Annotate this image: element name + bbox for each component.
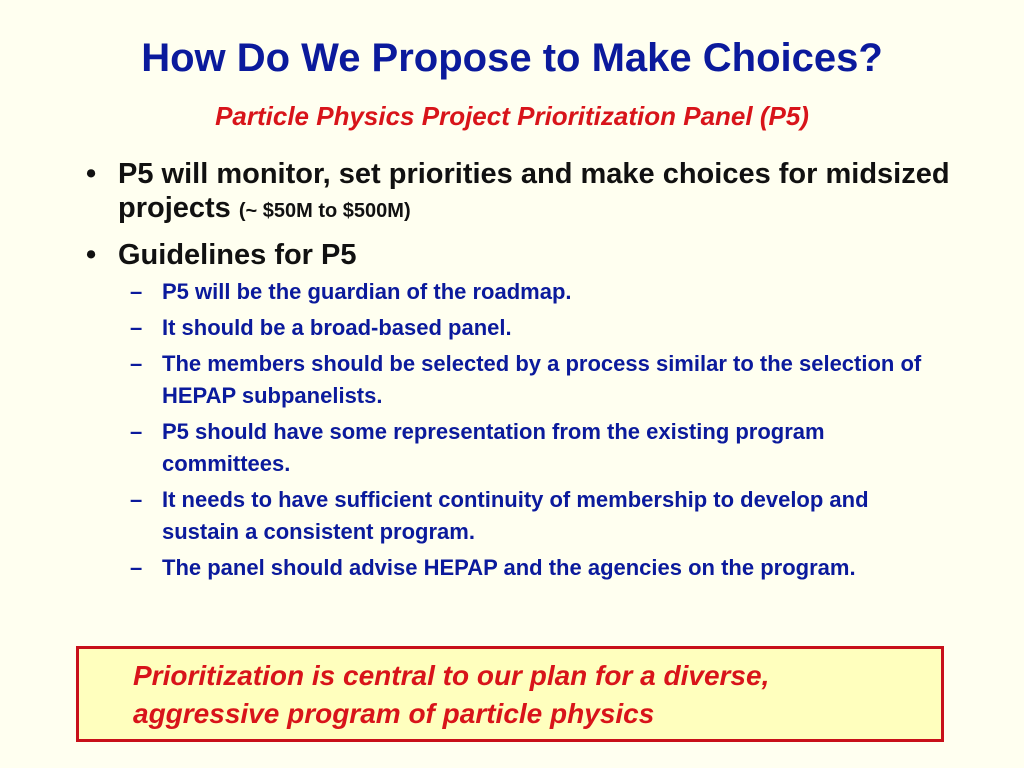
bullet-note: (~ $50M to $500M) [238,200,411,222]
dash-marker: – [130,419,143,444]
sub-bullet-text: It needs to have sufficient continuity of membership to develop and sustain a consistent program. [162,487,869,544]
dash-marker: – [130,555,143,580]
bullet-marker: • [86,239,97,271]
bullet-item [86,157,956,228]
sub-bullet-item [86,552,942,584]
sub-bullet-text: The members should be selected by a process similar to the selection of HEPAP subpanelists. [162,351,922,408]
bullet-item [86,238,956,272]
sub-bullet-text: The panel should advise HEPAP and the agencies on the program. [162,555,856,580]
slide-title: How Do We Propose to Make Choices? [141,36,883,80]
sub-bullet-item [86,312,942,344]
dash-marker: – [130,279,143,304]
sub-bullet-text: It should be a broad-based panel. [162,315,512,340]
sub-bullet-item [86,416,942,480]
sub-bullet-item [86,276,942,308]
bullet-marker: • [86,158,97,190]
sub-bullet-item [86,484,942,548]
dash-marker: – [130,351,143,376]
dash-marker: – [130,315,143,340]
sub-bullet-item [86,348,942,412]
sub-bullet-text: P5 should have some representation from the existing program committees. [162,419,825,476]
bullet-text: P5 will monitor, set priorities and make choices for midsized projects [118,158,950,224]
slide-body [86,157,956,588]
bullet-text: Guidelines for P5 [118,239,357,271]
slide-subtitle: Particle Physics Project Prioritization Panel (P5) [215,101,809,131]
sub-bullet-text: P5 will be the guardian of the roadmap. [162,279,572,304]
dash-marker: – [130,487,143,512]
callout-box [76,646,944,742]
callout-text: Prioritization is central to our plan for a diverse, aggressive program of particle physics [133,660,770,729]
